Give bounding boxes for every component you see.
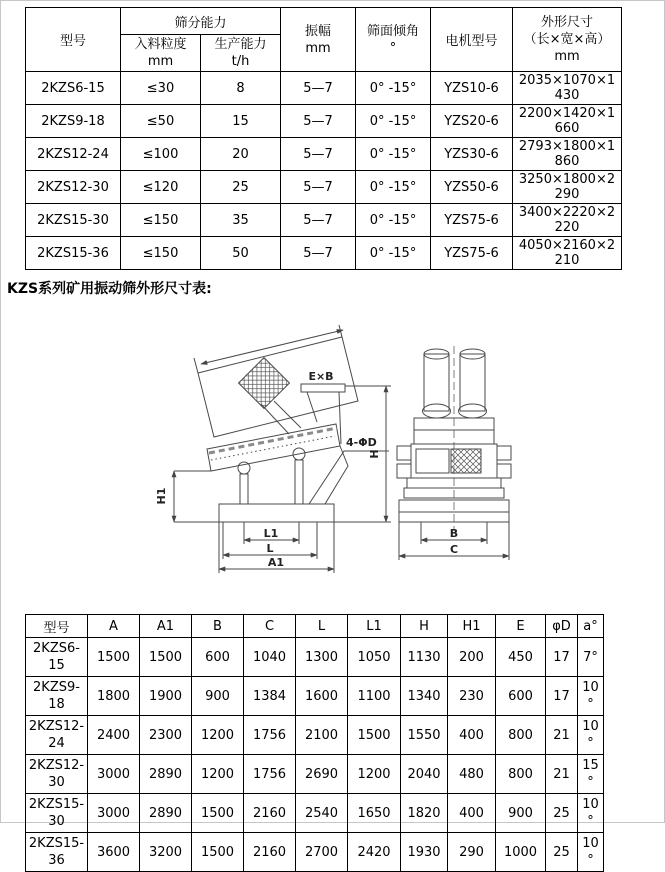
value-cell: YZS30-6 [431,138,513,171]
col-header-dimensions [513,8,622,72]
col-header-amplitude [281,8,356,72]
col-header-capacity [201,35,281,72]
incline-label: 筛面倾角 [367,23,420,39]
col-header-screening-capacity: 筛分能力 [121,8,281,35]
capacity-label: 生产能力 [214,37,267,52]
table-row [26,105,622,138]
col-header-motor: 电机型号 [431,8,513,72]
value-cell: 290 [448,833,496,872]
dim-label-l1: L1 [263,527,279,540]
value-cell: 400 [448,716,496,755]
value-cell: 0° -15° [356,171,431,204]
value-cell: YZS75-6 [431,237,513,270]
spec-table-body [26,72,622,270]
column-header: H1 [448,615,496,638]
value-cell: 2200×1420×1660 [513,105,622,138]
value-cell: 20 [201,138,281,171]
value-cell: 4050×2160×2210 [513,237,622,270]
value-cell: 1500 [348,716,401,755]
value-cell: 2160 [244,794,296,833]
value-cell: 2300 [140,716,192,755]
value-cell: ≤50 [121,105,201,138]
value-cell: 0° -15° [356,138,431,171]
value-cell: 3250×1800×2290 [513,171,622,204]
value-cell: 5—7 [281,171,356,204]
value-cell: ≤100 [121,138,201,171]
column-header: E [496,615,546,638]
value-cell: 5—7 [281,237,356,270]
table-row [26,171,622,204]
value-cell: 0° -15° [356,237,431,270]
value-cell: ≤30 [121,72,201,105]
column-header: B [192,615,244,638]
model-cell: 2KZS12-30 [26,171,121,204]
value-cell: 1550 [401,716,448,755]
column-header: H [401,615,448,638]
value-cell: 5—7 [281,204,356,237]
value-cell: 1500 [88,638,140,677]
value-cell: 2160 [244,833,296,872]
dim-label-a1: A1 [267,556,285,569]
value-cell: 1100 [348,677,401,716]
dim-label-exb: E×B [308,370,334,383]
value-cell: 1384 [244,677,296,716]
value-cell: 450 [496,638,546,677]
value-cell: 5—7 [281,138,356,171]
column-header: A [88,615,140,638]
spec-table [25,7,622,270]
dim-label-h: H [368,449,381,459]
model-cell: 2KZS12-30 [26,755,88,794]
value-cell: 1650 [348,794,401,833]
dim-label-l: L [266,542,274,555]
side-view-drawing [174,325,391,573]
value-cell: 1200 [192,716,244,755]
value-cell: 1756 [244,755,296,794]
diagram-container [149,326,664,582]
value-cell: 10° [578,716,604,755]
dimension-table [25,614,604,872]
column-header: L1 [348,615,401,638]
model-cell: 2KZS15-30 [26,204,121,237]
value-cell: 480 [448,755,496,794]
value-cell: 800 [496,755,546,794]
model-cell: 2KZS15-36 [26,833,88,872]
incline-unit: ° [389,40,397,56]
col-header-model: 型号 [26,8,121,72]
value-cell: 1600 [296,677,348,716]
value-cell: 1500 [192,794,244,833]
col-header-feed-size [121,35,201,72]
value-cell: 800 [496,716,546,755]
value-cell: 10° [578,833,604,872]
value-cell: 1900 [140,677,192,716]
amplitude-label: 振幅 [305,23,332,39]
vibrating-screen-dimension-diagram [149,326,527,578]
value-cell: YZS75-6 [431,204,513,237]
capacity-unit: t/h [231,54,250,69]
table-row [26,638,604,677]
model-cell: 2KZS6-15 [26,72,121,105]
value-cell: 2420 [348,833,401,872]
model-cell: 2KZS15-36 [26,237,121,270]
value-cell: 2040 [401,755,448,794]
dim-label-c: C [449,543,459,556]
value-cell: 3200 [140,833,192,872]
value-cell: 1820 [401,794,448,833]
section-title: KZS系列矿用振动筛外形尺寸表: [7,281,212,297]
value-cell: 2793×1800×1860 [513,138,622,171]
dim-label-b: B [449,527,459,540]
value-cell: 21 [546,755,578,794]
value-cell: 1340 [401,677,448,716]
value-cell: 900 [496,794,546,833]
value-cell: 1000 [496,833,546,872]
table-row [26,677,604,716]
value-cell: 15° [578,755,604,794]
value-cell: YZS10-6 [431,72,513,105]
value-cell: 17 [546,677,578,716]
value-cell: 17 [546,638,578,677]
column-header: φD [546,615,578,638]
value-cell: 1800 [88,677,140,716]
model-cell: 2KZS9-18 [26,677,88,716]
value-cell: 1930 [401,833,448,872]
value-cell: 1300 [296,638,348,677]
feed-size-unit: mm [147,54,174,69]
value-cell: 2035×1070×1430 [513,72,622,105]
value-cell: 230 [448,677,496,716]
value-cell: 1500 [192,833,244,872]
value-cell: 5—7 [281,105,356,138]
value-cell: 1500 [140,638,192,677]
column-header: A1 [140,615,192,638]
value-cell: 15 [201,105,281,138]
value-cell: 35 [201,204,281,237]
value-cell: 2890 [140,794,192,833]
column-header: L [296,615,348,638]
value-cell: 2400 [88,716,140,755]
dim-label-h1: H1 [155,487,168,505]
model-cell: 2KZS6-15 [26,638,88,677]
value-cell: 25 [546,794,578,833]
table-row [26,204,622,237]
value-cell: 5—7 [281,72,356,105]
value-cell: 1040 [244,638,296,677]
model-cell: 2KZS12-24 [26,716,88,755]
table-row [26,833,604,872]
table-row [26,237,622,270]
value-cell: 25 [546,833,578,872]
dimensions-label: 外形尺寸 [541,15,594,30]
table-row [26,138,622,171]
value-cell: YZS50-6 [431,171,513,204]
column-header: a° [578,615,604,638]
value-cell: 3000 [88,794,140,833]
value-cell: 400 [448,794,496,833]
value-cell: 1756 [244,716,296,755]
table-row [26,755,604,794]
value-cell: 21 [546,716,578,755]
value-cell: 200 [448,638,496,677]
model-cell: 2KZS12-24 [26,138,121,171]
amplitude-unit: mm [305,40,331,56]
value-cell: 600 [192,638,244,677]
table-row [26,72,622,105]
dimensions-unit: （长×宽×高）mm [523,32,611,64]
value-cell: 2890 [140,755,192,794]
value-cell: 2540 [296,794,348,833]
value-cell: ≤120 [121,171,201,204]
value-cell: 900 [192,677,244,716]
column-header: 型号 [26,615,88,638]
value-cell: 0° -15° [356,105,431,138]
value-cell: 50 [201,237,281,270]
value-cell: 600 [496,677,546,716]
exciter-hatch [239,358,290,409]
feed-size-label: 入料粒度 [134,37,187,52]
column-header: C [244,615,296,638]
dim-table-head [26,615,604,638]
dim-label-4-phi-d: 4-ΦD [346,436,377,449]
value-cell: 0° -15° [356,204,431,237]
dim-table-body [26,638,604,872]
value-cell: 10° [578,794,604,833]
value-cell: 10° [578,677,604,716]
spec-table-head [26,8,622,72]
value-cell: 2690 [296,755,348,794]
value-cell: 25 [201,171,281,204]
table-row [26,716,604,755]
dim-table-header-row [26,615,604,638]
value-cell: 8 [201,72,281,105]
model-cell: 2KZS9-18 [26,105,121,138]
value-cell: 1130 [401,638,448,677]
value-cell: 3600 [88,833,140,872]
value-cell: 3400×2220×2220 [513,204,622,237]
value-cell: 0° -15° [356,72,431,105]
value-cell: 1200 [348,755,401,794]
table-row [26,794,604,833]
value-cell: 7° [578,638,604,677]
value-cell: ≤150 [121,237,201,270]
col-header-incline [356,8,431,72]
value-cell: ≤150 [121,204,201,237]
value-cell: 3000 [88,755,140,794]
value-cell: 1200 [192,755,244,794]
model-cell: 2KZS15-30 [26,794,88,833]
value-cell: 2100 [296,716,348,755]
value-cell: YZS20-6 [431,105,513,138]
value-cell: 2700 [296,833,348,872]
value-cell: 1050 [348,638,401,677]
